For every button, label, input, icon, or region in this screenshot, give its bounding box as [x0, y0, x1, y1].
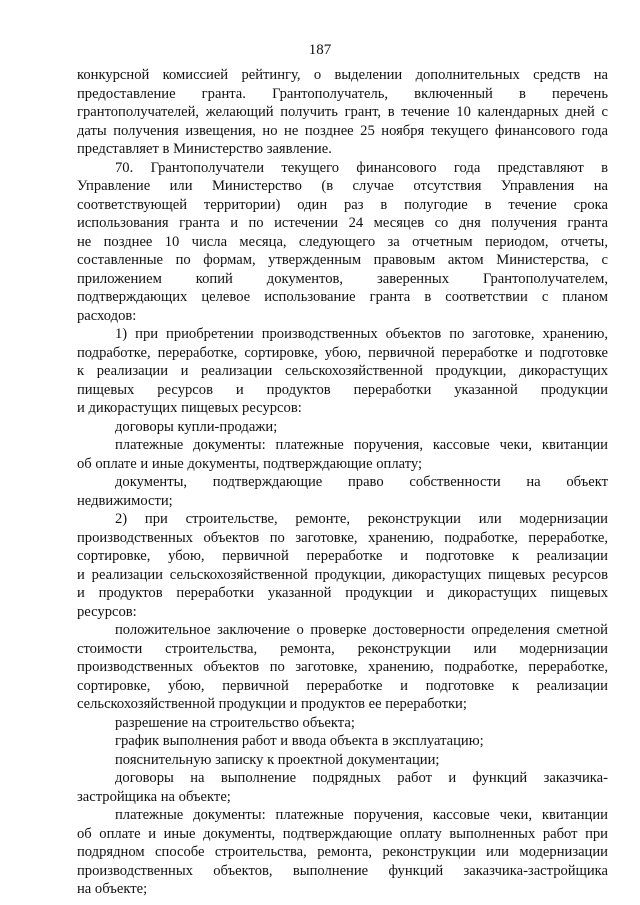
text-line: договоры на выполнение подрядных работ и функций заказчика-: [115, 770, 608, 786]
text-line: сортировке, убою, первичной переработке и подготовке к реализации: [77, 677, 608, 694]
text-line: производственных объектов, выполнение функций заказчика-застройщика: [77, 862, 608, 879]
text-line: грантополучателей, желающий получить грант, в течение 10 календарных дней с: [77, 104, 608, 120]
text-line: 1) при приобретении производственных объектов по заготовке, хранению,: [115, 326, 608, 342]
text-line: стоимости строительства, ремонта, реконструкции или модернизации: [77, 640, 608, 657]
text-line: ресурсов:: [77, 603, 137, 620]
text-line: производственных объектов по заготовке, хранению, подработке, переработке,: [77, 659, 608, 675]
text-line: конкурсной комиссией рейтингу, о выделении дополнительных средств на: [77, 67, 608, 83]
text-line: пищевых ресурсов и продуктов переработки указанной продукции: [77, 381, 608, 398]
text-line: график выполнения работ и ввода объекта в эксплуатацию;: [115, 733, 484, 749]
page-number: 187: [308, 42, 332, 58]
text-line: 2) при строительстве, ремонте, реконструкции или модернизации: [115, 511, 608, 527]
text-line: подтверждающих целевое использование гранта в соответствии с планом: [77, 289, 608, 305]
text-line: и продуктов переработки указанной продукции и дикорастущих пищевых: [77, 585, 608, 601]
text-line: застройщика на объекте;: [77, 788, 231, 805]
document-body: [77, 66, 608, 899]
text-line: расходов:: [77, 307, 137, 324]
text-line: составленные по формам, утвержденным правовым актом Министерства, с: [77, 252, 608, 268]
text-line: платежные документы: платежные поручения, кассовые чеки, квитанции: [115, 807, 608, 823]
text-line: приложением копий документов, заверенных Грантополучателем,: [77, 270, 608, 287]
text-line: разрешение на строительство объекта;: [115, 714, 355, 731]
text-line: 70. Грантополучатели текущего финансового года представляют в: [115, 159, 608, 176]
text-line: представляет в Министерство заявление.: [77, 141, 332, 157]
text-line: не позднее 10 числа месяца, следующего за отчетным периодом, отчеты,: [77, 233, 608, 250]
text-line: соответствующей территории) один раз в полугодие в течение срока: [77, 196, 608, 213]
text-line: к реализации и реализации сельскохозяйственной продукции, дикорастущих: [77, 363, 608, 379]
text-line: платежные документы: платежные поручения, кассовые чеки, квитанции: [115, 437, 608, 453]
text-line: Управление или Министерство (в случае отсутствия Управления на: [77, 178, 608, 194]
text-line: сортировке, убою, первичной переработке и подготовке к реализации: [77, 548, 608, 564]
text-line: сельскохозяйственной продукции и продуктов ее переработки;: [77, 696, 467, 712]
text-line: даты получения извещения, но не позднее 25 ноября текущего финансового года: [77, 122, 608, 139]
text-line: на объекте;: [77, 881, 148, 897]
text-line: об оплате и иные документы, подтверждающие оплату;: [77, 455, 423, 472]
text-line: предоставление гранта. Грантополучатель, включенный в перечень: [77, 85, 608, 102]
text-line: положительное заключение о проверке достоверности определения сметной: [115, 622, 608, 638]
text-line: подрядном способе строительства, ремонта, реконструкции или модернизации: [77, 844, 608, 860]
text-line: недвижимости;: [77, 492, 173, 509]
text-line: и реализации сельскохозяйственной продукции, дикорастущих пищевых ресурсов: [77, 566, 608, 583]
text-line: и дикорастущих пищевых ресурсов:: [77, 400, 302, 416]
text-line: документы, подтверждающие право собственности на объект: [115, 474, 608, 490]
text-line: об оплате и иные документы, подтверждающие оплату выполненных работ при: [77, 825, 608, 842]
text-line: использования гранта и по истечении 24 месяцев со дня получения гранта: [77, 215, 608, 231]
text-line: подработке, переработке, сортировке, убою, первичной переработке и подготовке: [77, 344, 608, 361]
text-line: пояснительную записку к проектной документации;: [115, 751, 440, 768]
text-line: договоры купли-продажи;: [115, 418, 278, 435]
text-line: производственных объектов по заготовке, хранению, подработке, переработке,: [77, 529, 608, 546]
